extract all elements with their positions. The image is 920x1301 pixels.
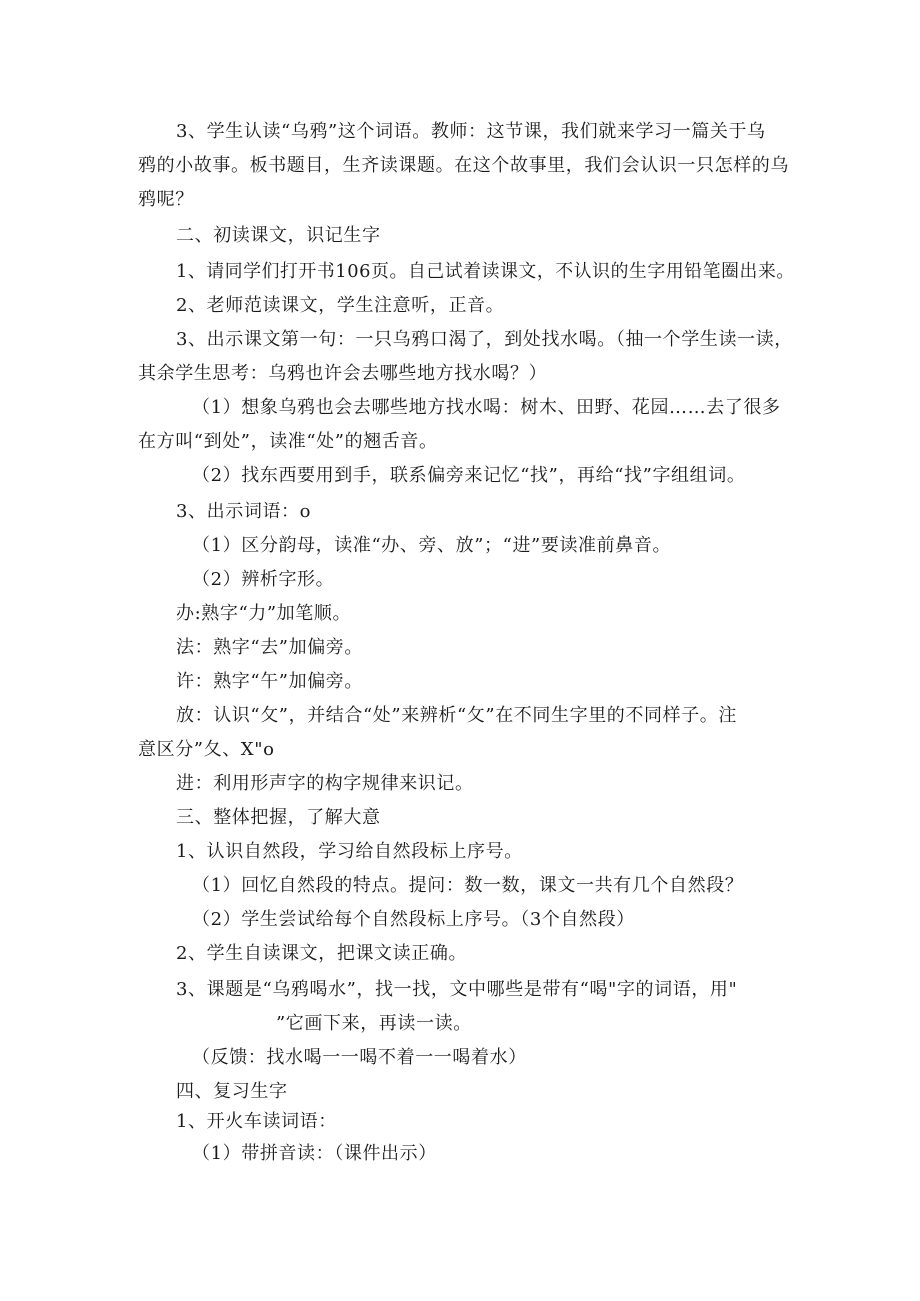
text-line: 1、请同学们打开书106页。自己试着读课文，不认识的生字用铅笔圈出来。 [176, 261, 795, 282]
text-line: ”它画下来，再读一读。 [276, 1013, 472, 1034]
text-line: 法：熟字“去”加偏旁。 [176, 637, 364, 658]
section-heading: 二、初读课文，识记生字 [176, 225, 381, 246]
text-line: 意区分”夂、X"o [138, 739, 275, 760]
section-heading: 三、整体把握，了解大意 [176, 807, 381, 828]
text-line: 2、老师范读课文，学生注意听，正音。 [176, 295, 505, 316]
text-line: 1、认识自然段，学习给自然段标上序号。 [176, 841, 523, 862]
text-line: （1）想象乌鸦也会去哪些地方找水喝：树木、田野、花园……去了很多 [192, 397, 781, 418]
text-line: 3、学生认读“乌鸦”这个词语。教师：这节课，我们就来学习一篇关于乌 [176, 121, 766, 142]
text-line: （1）带拼音读：（课件出示） [192, 1143, 437, 1164]
text-line: 办:熟字“力”加笔顺。 [176, 603, 352, 624]
text-line: 3、出示课文第一句：一只乌鸦口渴了，到处找水喝。（抽一个学生读一读， [176, 329, 793, 350]
text-line: 进：利用形声字的构字规律来识记。 [176, 773, 474, 794]
text-line: 放：认识“攵”，并结合“处”来辨析“攵”在不同生字里的不同样子。注 [176, 705, 738, 726]
text-line: （反馈：找水喝一一喝不着一一喝着水） [192, 1047, 527, 1068]
section-heading: 四、复习生字 [176, 1081, 288, 1102]
text-line: （2）学生尝试给每个自然段标上序号。（3个自然段） [192, 909, 635, 930]
text-line: 许：熟字“午”加偏旁。 [176, 671, 364, 692]
text-line: 2、学生自读课文，把课文读正确。 [176, 943, 468, 964]
text-line: （2）找东西要用到手，联系偏旁来记忆“找”，再给“找”字组组词。 [192, 465, 746, 486]
text-line: 鸦的小故事。板书题目，生齐读课题。在这个故事里，我们会认识一只怎样的乌 [138, 155, 789, 176]
text-line: 其余学生思考：乌鸦也许会去哪些地方找水喝？） [138, 363, 548, 384]
text-line: （1）区分韵母，读准“办、旁、放”；“进”要读准前鼻音。 [192, 535, 672, 556]
text-line: 3、出示词语：o [176, 501, 312, 522]
text-line: （2）辨析字形。 [192, 569, 335, 590]
text-line: 3、课题是“乌鸦喝水”，找一找，文中哪些是带有“喝"字的词语，用" [176, 979, 738, 1000]
text-line: 鸦呢？ [138, 189, 194, 210]
text-line: 在方叫“到处”，读准“处”的翘舌音。 [138, 431, 438, 452]
text-line: （1）回忆自然段的特点。提问：数一数，课文一共有几个自然段？ [192, 875, 744, 896]
text-line: 1、开火车读词语： [176, 1111, 337, 1132]
